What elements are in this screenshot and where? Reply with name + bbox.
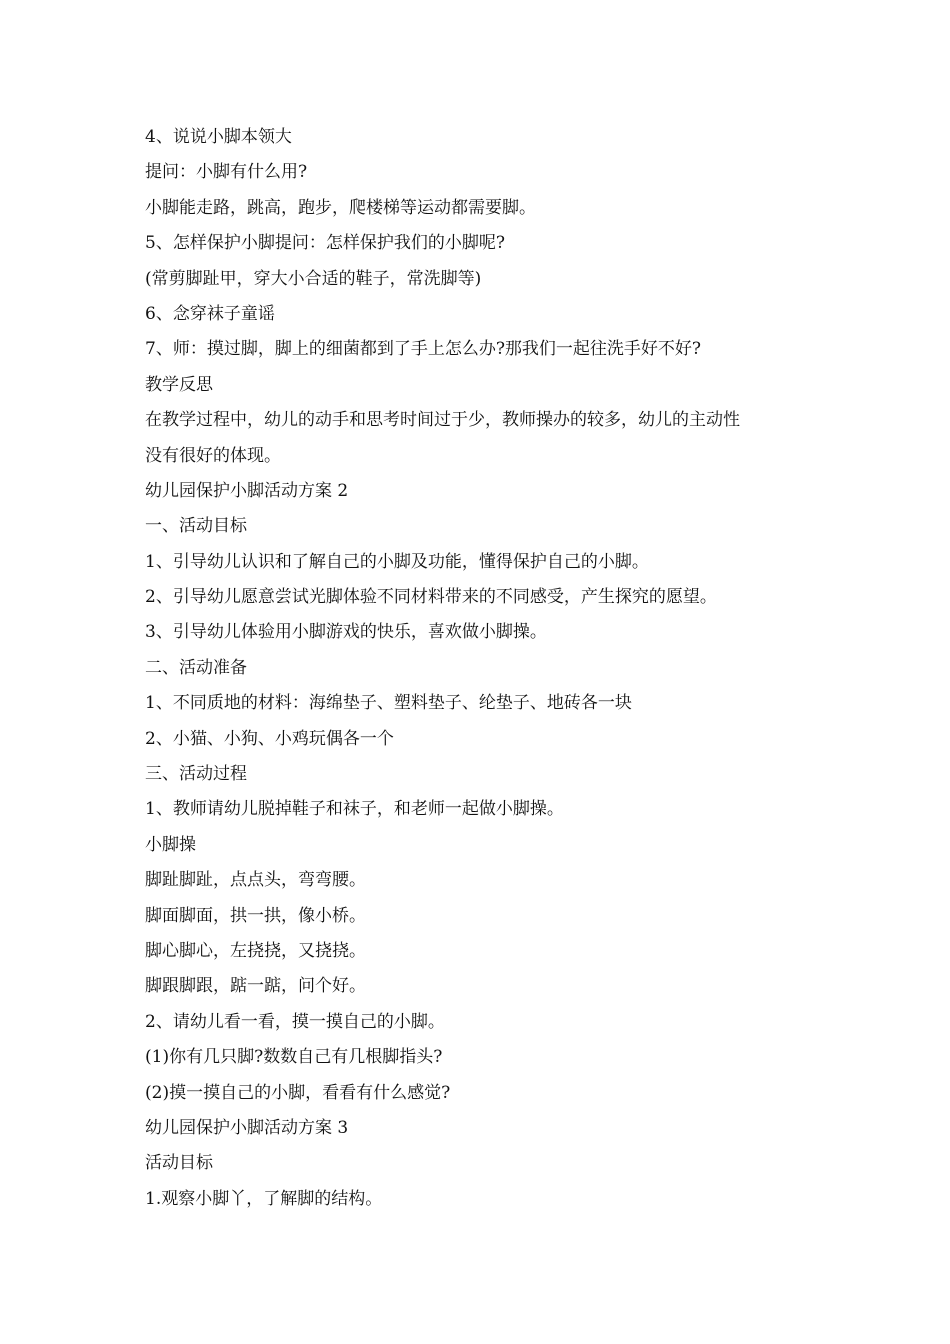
- text-line: 脚跟脚跟，踮一踮，问个好。: [145, 976, 366, 997]
- text-line: (2)摸一摸自己的小脚，看看有什么感觉?: [145, 1082, 451, 1103]
- text-line: 6、念穿袜子童谣: [145, 303, 275, 324]
- text-line: 在教学过程中，幼儿的动手和思考时间过于少，教师操办的较多，幼儿的主动性: [145, 410, 740, 431]
- text-line: (1)你有几只脚?数数自己有几根脚指头?: [145, 1047, 443, 1068]
- text-line: 2、小猫、小狗、小鸡玩偶各一个: [145, 728, 394, 749]
- text-line: 1、教师请幼儿脱掉鞋子和袜子，和老师一起做小脚操。: [145, 799, 564, 820]
- section-heading: 活动目标: [145, 1153, 213, 1174]
- text-line: 脚趾脚趾，点点头，弯弯腰。: [145, 870, 366, 891]
- text-line: 1、不同质地的材料：海绵垫子、塑料垫子、纶垫子、地砖各一块: [145, 693, 632, 714]
- text-line: 提问：小脚有什么用?: [145, 162, 308, 183]
- section-heading: 二、活动准备: [145, 657, 247, 678]
- section-title: 幼儿园保护小脚活动方案 3: [145, 1117, 349, 1138]
- text-line: 小脚操: [145, 834, 196, 855]
- text-line: 2、引导幼儿愿意尝试光脚体验不同材料带来的不同感受，产生探究的愿望。: [145, 587, 717, 608]
- text-line: 脚面脚面，拱一拱，像小桥。: [145, 905, 366, 926]
- text-line: 1.观察小脚丫，了解脚的结构。: [145, 1188, 383, 1209]
- text-line: 4、说说小脚本领大: [145, 127, 292, 147]
- text-line: 7、师：摸过脚，脚上的细菌都到了手上怎么办?那我们一起往洗手好不好?: [145, 339, 702, 360]
- document-body: [145, 120, 825, 1217]
- text-line: 3、引导幼儿体验用小脚游戏的快乐，喜欢做小脚操。: [145, 622, 547, 643]
- text-line: 5、怎样保护小脚提问：怎样保护我们的小脚呢?: [145, 233, 505, 254]
- section-heading: 教学反思: [145, 374, 213, 395]
- text-line: 脚心脚心，左挠挠，又挠挠。: [145, 940, 366, 961]
- section-heading: 一、活动目标: [145, 516, 247, 537]
- text-line: 没有很好的体现。: [145, 445, 281, 466]
- text-line: (常剪脚趾甲，穿大小合适的鞋子，常洗脚等): [145, 268, 482, 289]
- section-heading: 三、活动过程: [145, 764, 247, 785]
- text-line: 小脚能走路，跳高，跑步，爬楼梯等运动都需要脚。: [145, 197, 536, 218]
- text-line: 2、请幼儿看一看，摸一摸自己的小脚。: [145, 1011, 445, 1032]
- section-title: 幼儿园保护小脚活动方案 2: [145, 480, 349, 501]
- text-line: 1、引导幼儿认识和了解自己的小脚及功能，懂得保护自己的小脚。: [145, 551, 649, 572]
